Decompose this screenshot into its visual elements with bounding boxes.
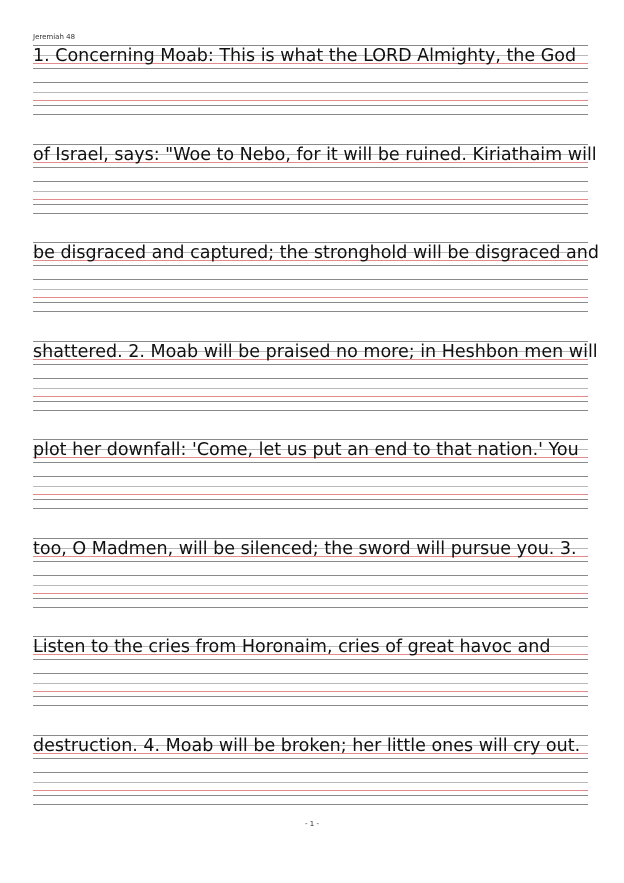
guide-line bbox=[33, 683, 588, 684]
guide-line bbox=[33, 279, 588, 280]
writing-block bbox=[33, 538, 588, 622]
guide-line bbox=[33, 462, 588, 463]
guide-line bbox=[33, 486, 588, 487]
guide-line bbox=[33, 410, 588, 411]
writing-block bbox=[33, 242, 599, 326]
guide-line bbox=[33, 804, 588, 805]
guide-line bbox=[33, 575, 588, 576]
guide-line-red bbox=[33, 593, 588, 594]
guide-line bbox=[33, 401, 588, 402]
writing-block bbox=[33, 735, 588, 819]
guide-line-red bbox=[33, 691, 588, 692]
guide-line-red bbox=[33, 396, 588, 397]
guide-line bbox=[33, 782, 588, 783]
guide-line-red bbox=[33, 790, 588, 791]
guide-line bbox=[33, 82, 588, 83]
guide-line bbox=[33, 499, 588, 500]
guide-line bbox=[33, 105, 588, 106]
guide-line bbox=[33, 795, 588, 796]
writing-block bbox=[33, 439, 588, 523]
verse-line: plot her downfall: 'Come, let us put an end to that nation.' You bbox=[33, 440, 579, 460]
guide-line-red bbox=[33, 199, 588, 200]
guide-line bbox=[33, 191, 588, 192]
guide-line bbox=[33, 607, 588, 608]
writing-block bbox=[33, 144, 597, 228]
guide-line bbox=[33, 378, 588, 379]
guide-line bbox=[33, 265, 588, 266]
guide-line bbox=[33, 92, 588, 93]
guide-line bbox=[33, 585, 588, 586]
writing-block bbox=[33, 45, 588, 129]
guide-line bbox=[33, 167, 588, 168]
guide-line-red bbox=[33, 297, 588, 298]
guide-line bbox=[33, 114, 588, 115]
guide-line bbox=[33, 561, 588, 562]
guide-line bbox=[33, 213, 588, 214]
guide-line bbox=[33, 388, 588, 389]
guide-line bbox=[33, 696, 588, 697]
verse-line: too, O Madmen, will be silenced; the sword will pursue you. 3. bbox=[33, 538, 577, 559]
chapter-heading: Jeremiah 48 bbox=[33, 33, 76, 41]
guide-line bbox=[33, 204, 588, 205]
guide-line bbox=[33, 659, 588, 660]
guide-line bbox=[33, 598, 588, 599]
verse-line: 1. Concerning Moab: This is what the LORD Almighty, the God bbox=[33, 46, 577, 66]
page-number: - 1 - bbox=[305, 820, 319, 828]
guide-line bbox=[33, 302, 588, 303]
guide-line bbox=[33, 673, 588, 674]
guide-line bbox=[33, 311, 588, 312]
guide-line bbox=[33, 181, 588, 182]
guide-line bbox=[33, 476, 588, 477]
guide-line-red bbox=[33, 100, 588, 101]
verse-line: shattered. 2. Moab will be praised no more; in Heshbon men will bbox=[33, 341, 598, 362]
guide-line-red bbox=[33, 494, 588, 495]
guide-line bbox=[33, 758, 588, 759]
verse-line: destruction. 4. Moab will be broken; her little ones will cry out. bbox=[33, 735, 581, 756]
verse-line: be disgraced and captured; the stronghold will be disgraced and bbox=[33, 243, 599, 263]
writing-block bbox=[33, 636, 588, 720]
guide-line bbox=[33, 289, 588, 290]
guide-line bbox=[33, 364, 588, 365]
guide-line bbox=[33, 705, 588, 706]
guide-line bbox=[33, 68, 588, 69]
guide-line bbox=[33, 772, 588, 773]
guide-line bbox=[33, 508, 588, 509]
verse-line: Listen to the cries from Horonaim, cries of great havoc and bbox=[33, 637, 551, 657]
verse-line: of Israel, says: "Woe to Nebo, for it will be ruined. Kiriathaim will bbox=[33, 144, 597, 165]
writing-block bbox=[33, 341, 598, 425]
